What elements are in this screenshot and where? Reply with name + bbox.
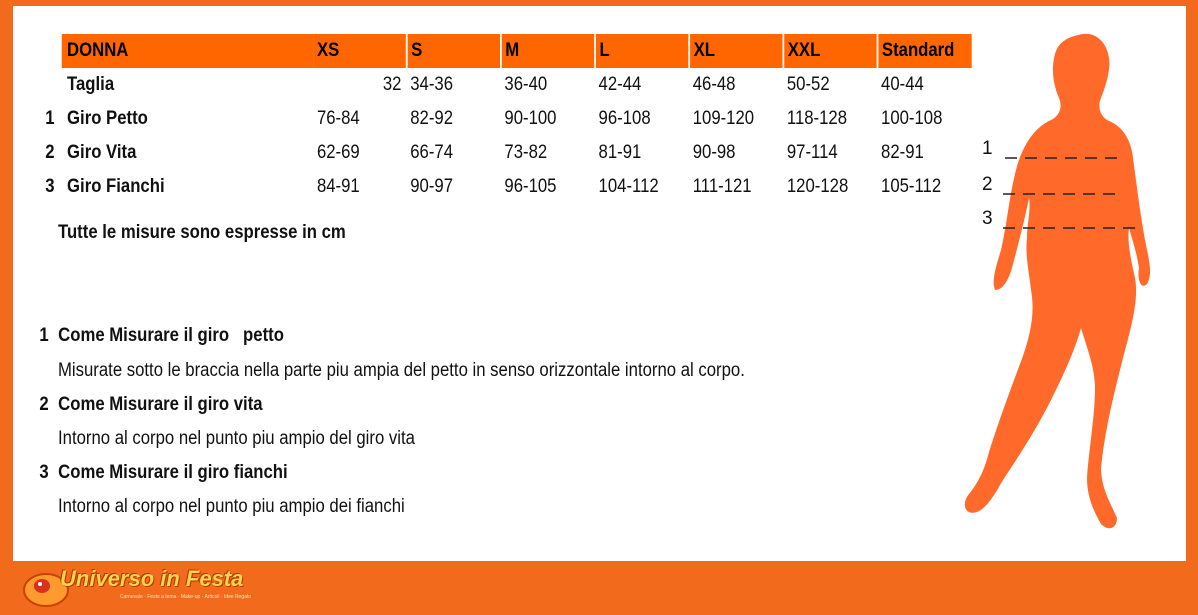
cell-m: 96-105 <box>504 176 557 197</box>
measure-mark-1: 1 <box>982 138 993 159</box>
cell-xl: 46-48 <box>692 74 736 95</box>
cell-xxl: 97-114 <box>786 142 838 163</box>
instruction-text-2: Intorno al corpo nel punto piu ampio del giro vita <box>58 428 415 449</box>
cell-xs: 62-69 <box>316 142 360 163</box>
cell-m: 73-82 <box>504 142 548 163</box>
cell-standard: 105-112 <box>881 176 942 197</box>
header-size-l: L <box>595 34 689 68</box>
cell-xl: 109-120 <box>692 108 755 129</box>
cell-xl: 90-98 <box>692 142 736 163</box>
header-label: DONNA <box>62 34 314 68</box>
table-row-taglia <box>38 68 972 102</box>
instruction-title: Come Misurare il giro petto <box>58 325 284 346</box>
cell-l: 96-108 <box>598 108 651 129</box>
size-table-header <box>38 34 972 68</box>
header-size-xs: XS <box>313 34 406 68</box>
header-size-standard: Standard <box>878 34 972 68</box>
cell-xxl: 118-128 <box>786 108 848 129</box>
instruction-text-3: Intorno al corpo nel punto piu ampio dei fianchi <box>58 496 405 517</box>
table-row-giro-petto <box>38 102 972 136</box>
cell-m: 90-100 <box>504 108 557 129</box>
instruction-title-1 <box>30 325 284 347</box>
header-size-m: M <box>501 34 595 68</box>
cell-xs: 32 <box>382 74 402 95</box>
row-name: Giro Petto <box>67 108 148 129</box>
instruction-num: 1 <box>39 325 49 346</box>
header-size-xxl: XXL <box>783 34 877 68</box>
row-num: 1 <box>45 108 55 129</box>
table-row-giro-vita <box>38 136 972 170</box>
cell-standard: 82-91 <box>881 142 924 163</box>
body-silhouette-icon <box>955 28 1165 538</box>
cell-xl: 111-121 <box>692 176 752 197</box>
cell-m: 36-40 <box>504 74 548 95</box>
cell-standard: 40-44 <box>881 74 924 95</box>
row-num: 2 <box>45 142 55 163</box>
instruction-text-1: Misurate sotto le braccia nella parte piu ampia del petto in senso orizzontale intorno al corpo. <box>58 360 745 381</box>
header-size-xl: XL <box>689 34 783 68</box>
cell-s: 34-36 <box>410 74 454 95</box>
instruction-num: 3 <box>39 462 49 483</box>
instruction-title: Come Misurare il giro fianchi <box>58 462 288 483</box>
row-num <box>38 68 62 102</box>
instruction-num: 2 <box>39 394 49 415</box>
row-name: Giro Fianchi <box>67 176 165 197</box>
measure-mark-2: 2 <box>982 174 993 195</box>
cell-s: 82-92 <box>410 108 454 129</box>
header-num-cell <box>38 34 62 68</box>
cell-xs: 84-91 <box>316 176 360 197</box>
cell-xs: 76-84 <box>316 108 360 129</box>
size-table <box>38 34 972 204</box>
row-num: 3 <box>45 176 55 197</box>
logo-text: Universo in Festa <box>60 566 244 591</box>
cell-xxl: 120-128 <box>786 176 849 197</box>
cell-l: 104-112 <box>598 176 659 197</box>
cell-standard: 100-108 <box>881 108 943 129</box>
cell-s: 90-97 <box>410 176 454 197</box>
instruction-title: Come Misurare il giro vita <box>58 394 263 415</box>
row-name: Giro Vita <box>67 142 137 163</box>
cell-l: 42-44 <box>598 74 642 95</box>
table-row-giro-fianchi <box>38 170 972 204</box>
cell-xxl: 50-52 <box>786 74 830 95</box>
logo-subtitle: Carnevale · Feste a tema · Make-up · Articoli · Idee Regalo <box>120 594 251 600</box>
cell-s: 66-74 <box>410 142 454 163</box>
instruction-title-2 <box>30 394 263 416</box>
header-size-s: S <box>407 34 501 68</box>
measure-mark-3: 3 <box>982 208 993 229</box>
row-name: Taglia <box>67 74 115 95</box>
units-note: Tutte le misure sono espresse in cm <box>58 222 346 243</box>
instruction-title-3 <box>30 462 288 484</box>
cell-l: 81-91 <box>598 142 642 163</box>
